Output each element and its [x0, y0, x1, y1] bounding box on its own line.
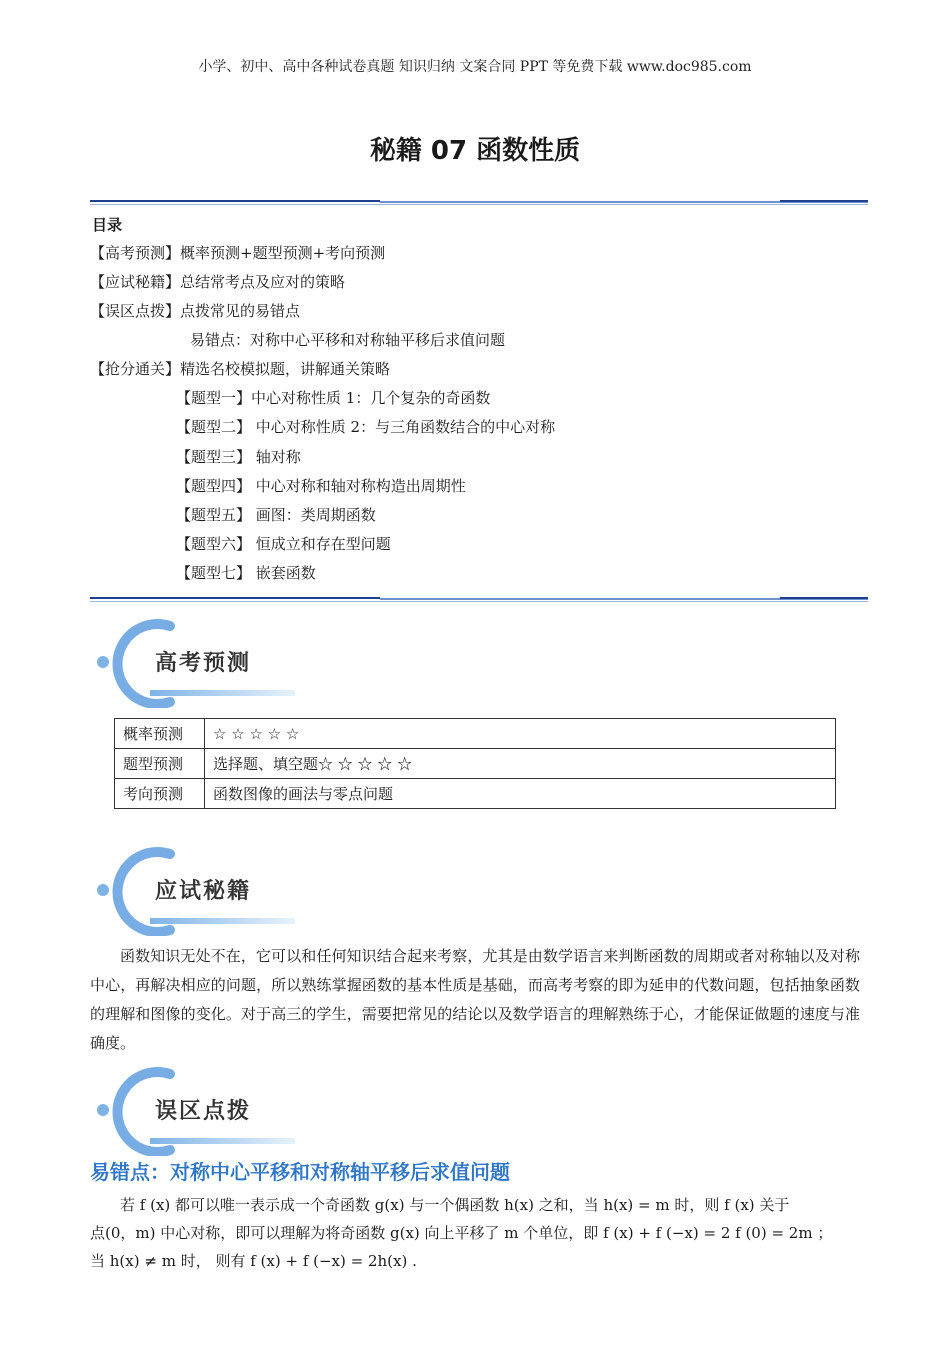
header-note: 小学、初中、高中各种试卷真题 知识归纳 文案合同 PPT 等免费下载 www.doc985.com: [198, 59, 752, 75]
section-banner-mistake: [95, 1066, 295, 1156]
table-row: [115, 749, 836, 779]
mistake-heading: 易错点：对称中心平移和对称轴平移后求值问题: [90, 1160, 510, 1184]
toc-heading: 目录: [92, 216, 123, 234]
section-banner-secret: [95, 846, 295, 936]
toc-item: 易错点：对称中心平移和对称轴平移后求值问题: [190, 331, 506, 349]
toc-item: 【题型一】中心对称性质 1：几个复杂的奇函数: [176, 389, 491, 407]
toc-item: 【题型五】 画图：类周期函数: [176, 506, 376, 524]
table-value: 选择题、填空题☆ ☆ ☆ ☆ ☆: [205, 749, 836, 779]
section-banner-predict: [95, 618, 295, 708]
toc-item: 【题型二】 中心对称性质 2：与三角函数结合的中心对称: [176, 418, 556, 436]
math-line: 当 h(x) ≠ m 时， 则有 f (x) + f (−x) = 2h(x) .: [90, 1252, 417, 1270]
divider-top: [90, 200, 868, 205]
toc-item: 【题型三】 轴对称: [176, 448, 301, 466]
page-title: 秘籍 07 函数性质: [369, 136, 581, 166]
section-title: 高考预测: [155, 651, 252, 676]
table-value: ☆ ☆ ☆ ☆ ☆: [205, 719, 836, 749]
divider-bottom: [90, 597, 868, 602]
toc-item: 【题型七】 嵌套函数: [176, 564, 316, 582]
table-value: 函数图像的画法与零点问题: [205, 779, 836, 809]
secret-paragraph: 函数知识无处不在，它可以和任何知识结合起来考察，尤其是由数学语言来判断函数的周期或者对称轴以及对称中心，再解决相应的问题，所以熟练掌握函数的基本性质是基础，而高考考察的即为延申的代数问题，包括抽象函数的理解和图像的变化。对于高三的学生，需要把常见的结论以及数学语言的理解熟练于心，才能保证做题的速度与准确度。: [90, 947, 860, 1052]
table-key: 题型预测: [115, 749, 205, 779]
table-row: [115, 719, 836, 749]
toc-item: 【应试秘籍】总结常考点及应对的策略: [90, 273, 346, 291]
table-key: 考向预测: [115, 779, 205, 809]
toc-item: 【抢分通关】精选名校模拟题，讲解通关策略: [90, 360, 391, 378]
toc-item: 【误区点拨】点拨常见的易错点: [90, 302, 301, 320]
section-title: 误区点拨: [155, 1099, 252, 1124]
toc-item: 【题型六】 恒成立和存在型问题: [176, 535, 391, 553]
table-row: [115, 779, 836, 809]
section-title: 应试秘籍: [155, 879, 252, 904]
toc-item: 【高考预测】概率预测+题型预测+考向预测: [90, 244, 386, 262]
toc-item: 【题型四】 中心对称和轴对称构造出周期性: [176, 477, 466, 495]
mistake-content: [90, 1191, 860, 1275]
math-line: 若 f (x) 都可以唯一表示成一个奇函数 g(x) 与一个偶函数 h(x) 之和，当 h(x) = m 时，则 f (x) 关于: [120, 1196, 790, 1214]
predict-table: [114, 718, 836, 809]
math-line: 点(0，m) 中心对称，即可以理解为将奇函数 g(x) 向上平移了 m 个单位，即 f (x) + f (−x) = 2 f (0) = 2m ；: [90, 1224, 833, 1242]
table-key: 概率预测: [115, 719, 205, 749]
